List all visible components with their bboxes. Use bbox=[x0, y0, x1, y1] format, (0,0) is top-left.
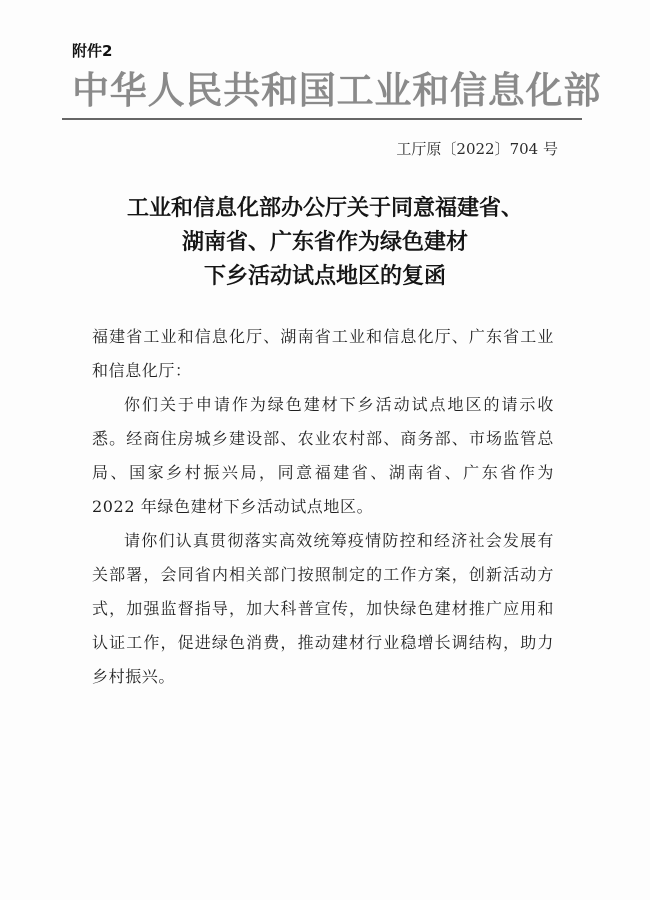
letterhead: 中华人民共和国工业和信息化部 bbox=[72, 69, 602, 112]
letterhead-rule bbox=[62, 118, 582, 120]
title-line: 下乡活动试点地区的复函 bbox=[203, 264, 446, 289]
title-line: 湖南省、广东省作为绿色建材 bbox=[181, 230, 468, 255]
document-title bbox=[60, 192, 590, 294]
document-body bbox=[92, 320, 554, 694]
document-number: 工厅原〔2022〕704 号 bbox=[396, 140, 558, 158]
attachment-label: 附件2 bbox=[72, 42, 113, 60]
body-paragraph: 你们关于申请作为绿色建材下乡活动试点地区的请示收悉。经商住房城乡建设部、农业农村部、商务部、市场监管总局、国家乡村振兴局，同意福建省、湖南省、广东省作为 2022 年绿色建材下乡活动试点地区。 bbox=[92, 395, 554, 516]
body-paragraph: 请你们认真贯彻落实高效统筹疫情防控和经济社会发展有关部署，会同省内相关部门按照制定的工作方案，创新活动方式，加强监督指导，加大科普宣传，加快绿色建材推广应用和认证工作，促进绿色消费，推动建材行业稳增长调结构，助力乡村振兴。 bbox=[92, 531, 554, 686]
recipients: 福建省工业和信息化厅、湖南省工业和信息化厅、广东省工业和信息化厅： bbox=[92, 327, 554, 380]
title-line: 工业和信息化部办公厅关于同意福建省、 bbox=[126, 196, 523, 221]
